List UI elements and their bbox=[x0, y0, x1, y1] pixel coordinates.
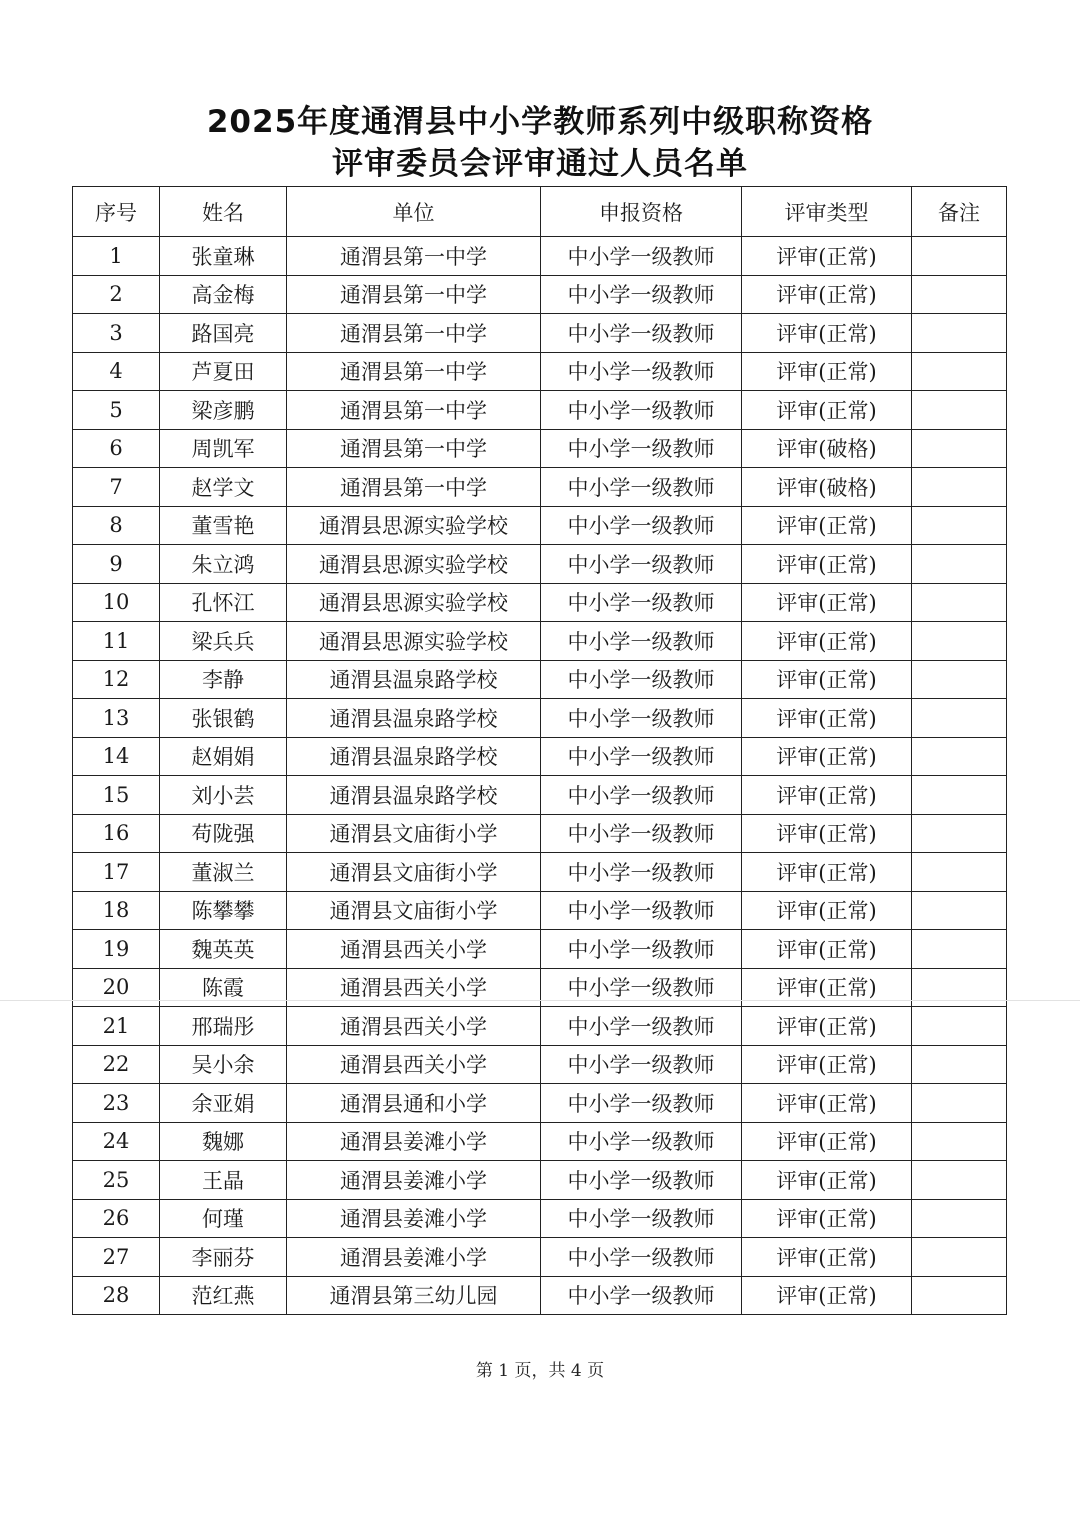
cell-unit: 通渭县第一中学 bbox=[287, 237, 541, 276]
cell-name: 范红燕 bbox=[160, 1276, 287, 1315]
cell-unit: 通渭县第一中学 bbox=[287, 429, 541, 468]
cell-name: 余亚娟 bbox=[160, 1084, 287, 1123]
cell-review-type: 评审(正常) bbox=[742, 1122, 912, 1161]
cell-review-type: 评审(正常) bbox=[742, 583, 912, 622]
cell-remark bbox=[912, 814, 1007, 853]
cell-unit: 通渭县温泉路学校 bbox=[287, 776, 541, 815]
cell-name: 路国亮 bbox=[160, 314, 287, 353]
cell-remark bbox=[912, 1084, 1007, 1123]
cell-name: 周凯军 bbox=[160, 429, 287, 468]
cell-serial: 12 bbox=[73, 660, 160, 699]
cell-unit: 通渭县西关小学 bbox=[287, 968, 541, 1007]
cell-review-type: 评审(正常) bbox=[742, 506, 912, 545]
cell-remark bbox=[912, 468, 1007, 507]
cell-qualification: 中小学一级教师 bbox=[541, 429, 742, 468]
cell-qualification: 中小学一级教师 bbox=[541, 968, 742, 1007]
cell-unit: 通渭县西关小学 bbox=[287, 1007, 541, 1046]
cell-review-type: 评审(正常) bbox=[742, 1007, 912, 1046]
header-review-type: 评审类型 bbox=[742, 187, 912, 237]
table-row bbox=[73, 776, 1007, 815]
table-row bbox=[73, 814, 1007, 853]
cell-serial: 7 bbox=[73, 468, 160, 507]
cell-review-type: 评审(正常) bbox=[742, 391, 912, 430]
cell-unit: 通渭县温泉路学校 bbox=[287, 660, 541, 699]
cell-remark bbox=[912, 699, 1007, 738]
cell-review-type: 评审(正常) bbox=[742, 737, 912, 776]
cell-name: 赵学文 bbox=[160, 468, 287, 507]
cell-qualification: 中小学一级教师 bbox=[541, 1045, 742, 1084]
cell-qualification: 中小学一级教师 bbox=[541, 891, 742, 930]
cell-unit: 通渭县文庙街小学 bbox=[287, 891, 541, 930]
cell-serial: 9 bbox=[73, 545, 160, 584]
cell-qualification: 中小学一级教师 bbox=[541, 814, 742, 853]
cell-unit: 通渭县第一中学 bbox=[287, 391, 541, 430]
cell-review-type: 评审(正常) bbox=[742, 1199, 912, 1238]
cell-serial: 2 bbox=[73, 275, 160, 314]
cell-remark bbox=[912, 1122, 1007, 1161]
cell-unit: 通渭县第一中学 bbox=[287, 468, 541, 507]
cell-unit: 通渭县姜滩小学 bbox=[287, 1199, 541, 1238]
cell-remark bbox=[912, 622, 1007, 661]
cell-remark bbox=[912, 737, 1007, 776]
cell-qualification: 中小学一级教师 bbox=[541, 352, 742, 391]
cell-unit: 通渭县第三幼儿园 bbox=[287, 1276, 541, 1315]
cell-qualification: 中小学一级教师 bbox=[541, 1084, 742, 1123]
cell-review-type: 评审(正常) bbox=[742, 853, 912, 892]
cell-name: 高金梅 bbox=[160, 275, 287, 314]
table-row bbox=[73, 737, 1007, 776]
cell-unit: 通渭县文庙街小学 bbox=[287, 814, 541, 853]
header-unit: 单位 bbox=[287, 187, 541, 237]
table-row bbox=[73, 622, 1007, 661]
cell-qualification: 中小学一级教师 bbox=[541, 1199, 742, 1238]
cell-name: 刘小芸 bbox=[160, 776, 287, 815]
cell-remark bbox=[912, 1045, 1007, 1084]
cell-remark bbox=[912, 275, 1007, 314]
page-title-line-1: 2025年度通渭县中小学教师系列中级职称资格 bbox=[206, 104, 874, 140]
cell-serial: 20 bbox=[73, 968, 160, 1007]
cell-remark bbox=[912, 1276, 1007, 1315]
cell-serial: 19 bbox=[73, 930, 160, 969]
cell-qualification: 中小学一级教师 bbox=[541, 776, 742, 815]
cell-serial: 6 bbox=[73, 429, 160, 468]
cell-serial: 24 bbox=[73, 1122, 160, 1161]
cell-qualification: 中小学一级教师 bbox=[541, 1122, 742, 1161]
cell-qualification: 中小学一级教师 bbox=[541, 930, 742, 969]
cell-unit: 通渭县思源实验学校 bbox=[287, 583, 541, 622]
cell-qualification: 中小学一级教师 bbox=[541, 1161, 742, 1200]
cell-remark bbox=[912, 1007, 1007, 1046]
header-name: 姓名 bbox=[160, 187, 287, 237]
cell-qualification: 中小学一级教师 bbox=[541, 1238, 742, 1277]
cell-review-type: 评审(破格) bbox=[742, 429, 912, 468]
table-header-row bbox=[73, 187, 1007, 237]
cell-serial: 27 bbox=[73, 1238, 160, 1277]
table-body bbox=[73, 237, 1007, 1315]
table-row bbox=[73, 853, 1007, 892]
cell-name: 张银鹤 bbox=[160, 699, 287, 738]
cell-unit: 通渭县温泉路学校 bbox=[287, 737, 541, 776]
table-row bbox=[73, 1084, 1007, 1123]
cell-qualification: 中小学一级教师 bbox=[541, 468, 742, 507]
cell-remark bbox=[912, 660, 1007, 699]
cell-review-type: 评审(正常) bbox=[742, 1276, 912, 1315]
table-row bbox=[73, 1007, 1007, 1046]
cell-qualification: 中小学一级教师 bbox=[541, 737, 742, 776]
cell-review-type: 评审(正常) bbox=[742, 1238, 912, 1277]
cell-review-type: 评审(正常) bbox=[742, 814, 912, 853]
cell-serial: 21 bbox=[73, 1007, 160, 1046]
cell-name: 董雪艳 bbox=[160, 506, 287, 545]
cell-unit: 通渭县温泉路学校 bbox=[287, 699, 541, 738]
cell-review-type: 评审(正常) bbox=[742, 660, 912, 699]
cell-qualification: 中小学一级教师 bbox=[541, 275, 742, 314]
table-row bbox=[73, 506, 1007, 545]
cell-name: 李丽芬 bbox=[160, 1238, 287, 1277]
table-row bbox=[73, 699, 1007, 738]
cell-name: 孔怀江 bbox=[160, 583, 287, 622]
cell-serial: 25 bbox=[73, 1161, 160, 1200]
header-qualification: 申报资格 bbox=[541, 187, 742, 237]
cell-review-type: 评审(正常) bbox=[742, 930, 912, 969]
cell-name: 陈攀攀 bbox=[160, 891, 287, 930]
cell-unit: 通渭县西关小学 bbox=[287, 1045, 541, 1084]
cell-review-type: 评审(正常) bbox=[742, 891, 912, 930]
page-title-line-2: 评审委员会评审通过人员名单 bbox=[332, 146, 748, 182]
cell-remark bbox=[912, 237, 1007, 276]
cell-name: 魏英英 bbox=[160, 930, 287, 969]
table-row bbox=[73, 930, 1007, 969]
cell-serial: 17 bbox=[73, 853, 160, 892]
cell-remark bbox=[912, 506, 1007, 545]
table-row bbox=[73, 583, 1007, 622]
cell-serial: 14 bbox=[73, 737, 160, 776]
cell-remark bbox=[912, 1199, 1007, 1238]
table-row bbox=[73, 352, 1007, 391]
cell-serial: 28 bbox=[73, 1276, 160, 1315]
cell-review-type: 评审(正常) bbox=[742, 699, 912, 738]
cell-serial: 8 bbox=[73, 506, 160, 545]
cell-review-type: 评审(正常) bbox=[742, 314, 912, 353]
cell-serial: 13 bbox=[73, 699, 160, 738]
cell-unit: 通渭县第一中学 bbox=[287, 314, 541, 353]
cell-name: 梁兵兵 bbox=[160, 622, 287, 661]
cell-review-type: 评审(正常) bbox=[742, 545, 912, 584]
cell-remark bbox=[912, 545, 1007, 584]
cell-unit: 通渭县思源实验学校 bbox=[287, 545, 541, 584]
cell-name: 李静 bbox=[160, 660, 287, 699]
table-row bbox=[73, 468, 1007, 507]
cell-qualification: 中小学一级教师 bbox=[541, 1276, 742, 1315]
cell-remark bbox=[912, 429, 1007, 468]
table-row bbox=[73, 275, 1007, 314]
cell-name: 张童琳 bbox=[160, 237, 287, 276]
cell-unit: 通渭县思源实验学校 bbox=[287, 622, 541, 661]
table-row bbox=[73, 545, 1007, 584]
cell-remark bbox=[912, 776, 1007, 815]
roster-table bbox=[72, 186, 1007, 1315]
cell-qualification: 中小学一级教师 bbox=[541, 699, 742, 738]
cell-unit: 通渭县通和小学 bbox=[287, 1084, 541, 1123]
cell-serial: 22 bbox=[73, 1045, 160, 1084]
cell-name: 何瑾 bbox=[160, 1199, 287, 1238]
cell-remark bbox=[912, 314, 1007, 353]
cell-unit: 通渭县姜滩小学 bbox=[287, 1238, 541, 1277]
cell-unit: 通渭县文庙街小学 bbox=[287, 853, 541, 892]
table-row bbox=[73, 1199, 1007, 1238]
cell-name: 陈霞 bbox=[160, 968, 287, 1007]
cell-review-type: 评审(正常) bbox=[742, 622, 912, 661]
cell-remark bbox=[912, 1161, 1007, 1200]
table-row bbox=[73, 314, 1007, 353]
cell-remark bbox=[912, 930, 1007, 969]
cell-remark bbox=[912, 891, 1007, 930]
page-number: 第 1 页，共 4 页 bbox=[475, 1361, 605, 1381]
table-row bbox=[73, 1122, 1007, 1161]
cell-qualification: 中小学一级教师 bbox=[541, 1007, 742, 1046]
cell-qualification: 中小学一级教师 bbox=[541, 391, 742, 430]
table-row bbox=[73, 1045, 1007, 1084]
scan-artifact-line bbox=[0, 1000, 1080, 1001]
cell-review-type: 评审(正常) bbox=[742, 968, 912, 1007]
cell-review-type: 评审(破格) bbox=[742, 468, 912, 507]
cell-qualification: 中小学一级教师 bbox=[541, 853, 742, 892]
header-remark: 备注 bbox=[912, 187, 1007, 237]
cell-qualification: 中小学一级教师 bbox=[541, 583, 742, 622]
cell-unit: 通渭县思源实验学校 bbox=[287, 506, 541, 545]
cell-review-type: 评审(正常) bbox=[742, 352, 912, 391]
cell-unit: 通渭县第一中学 bbox=[287, 352, 541, 391]
cell-serial: 4 bbox=[73, 352, 160, 391]
cell-name: 邢瑞彤 bbox=[160, 1007, 287, 1046]
cell-unit: 通渭县第一中学 bbox=[287, 275, 541, 314]
cell-serial: 10 bbox=[73, 583, 160, 622]
cell-unit: 通渭县姜滩小学 bbox=[287, 1122, 541, 1161]
table-row bbox=[73, 237, 1007, 276]
cell-qualification: 中小学一级教师 bbox=[541, 506, 742, 545]
cell-qualification: 中小学一级教师 bbox=[541, 660, 742, 699]
table-row bbox=[73, 1161, 1007, 1200]
cell-serial: 1 bbox=[73, 237, 160, 276]
cell-name: 魏娜 bbox=[160, 1122, 287, 1161]
cell-unit: 通渭县姜滩小学 bbox=[287, 1161, 541, 1200]
cell-name: 吴小余 bbox=[160, 1045, 287, 1084]
cell-review-type: 评审(正常) bbox=[742, 1084, 912, 1123]
cell-serial: 23 bbox=[73, 1084, 160, 1123]
cell-name: 芦夏田 bbox=[160, 352, 287, 391]
cell-qualification: 中小学一级教师 bbox=[541, 622, 742, 661]
cell-review-type: 评审(正常) bbox=[742, 275, 912, 314]
cell-review-type: 评审(正常) bbox=[742, 237, 912, 276]
cell-serial: 15 bbox=[73, 776, 160, 815]
cell-qualification: 中小学一级教师 bbox=[541, 314, 742, 353]
cell-unit: 通渭县西关小学 bbox=[287, 930, 541, 969]
cell-name: 苟陇强 bbox=[160, 814, 287, 853]
table-row bbox=[73, 1238, 1007, 1277]
cell-serial: 16 bbox=[73, 814, 160, 853]
cell-remark bbox=[912, 391, 1007, 430]
cell-review-type: 评审(正常) bbox=[742, 776, 912, 815]
cell-remark bbox=[912, 1238, 1007, 1277]
cell-serial: 18 bbox=[73, 891, 160, 930]
cell-qualification: 中小学一级教师 bbox=[541, 545, 742, 584]
cell-name: 王晶 bbox=[160, 1161, 287, 1200]
cell-serial: 26 bbox=[73, 1199, 160, 1238]
cell-serial: 3 bbox=[73, 314, 160, 353]
cell-name: 赵娟娟 bbox=[160, 737, 287, 776]
cell-remark bbox=[912, 583, 1007, 622]
header-serial: 序号 bbox=[73, 187, 160, 237]
cell-serial: 11 bbox=[73, 622, 160, 661]
cell-review-type: 评审(正常) bbox=[742, 1045, 912, 1084]
table-row bbox=[73, 429, 1007, 468]
table-row bbox=[73, 391, 1007, 430]
cell-name: 朱立鸿 bbox=[160, 545, 287, 584]
cell-name: 梁彦鹏 bbox=[160, 391, 287, 430]
table-row bbox=[73, 660, 1007, 699]
cell-remark bbox=[912, 352, 1007, 391]
cell-remark bbox=[912, 853, 1007, 892]
cell-review-type: 评审(正常) bbox=[742, 1161, 912, 1200]
table-row bbox=[73, 1276, 1007, 1315]
cell-serial: 5 bbox=[73, 391, 160, 430]
cell-name: 董淑兰 bbox=[160, 853, 287, 892]
table-row bbox=[73, 891, 1007, 930]
cell-qualification: 中小学一级教师 bbox=[541, 237, 742, 276]
